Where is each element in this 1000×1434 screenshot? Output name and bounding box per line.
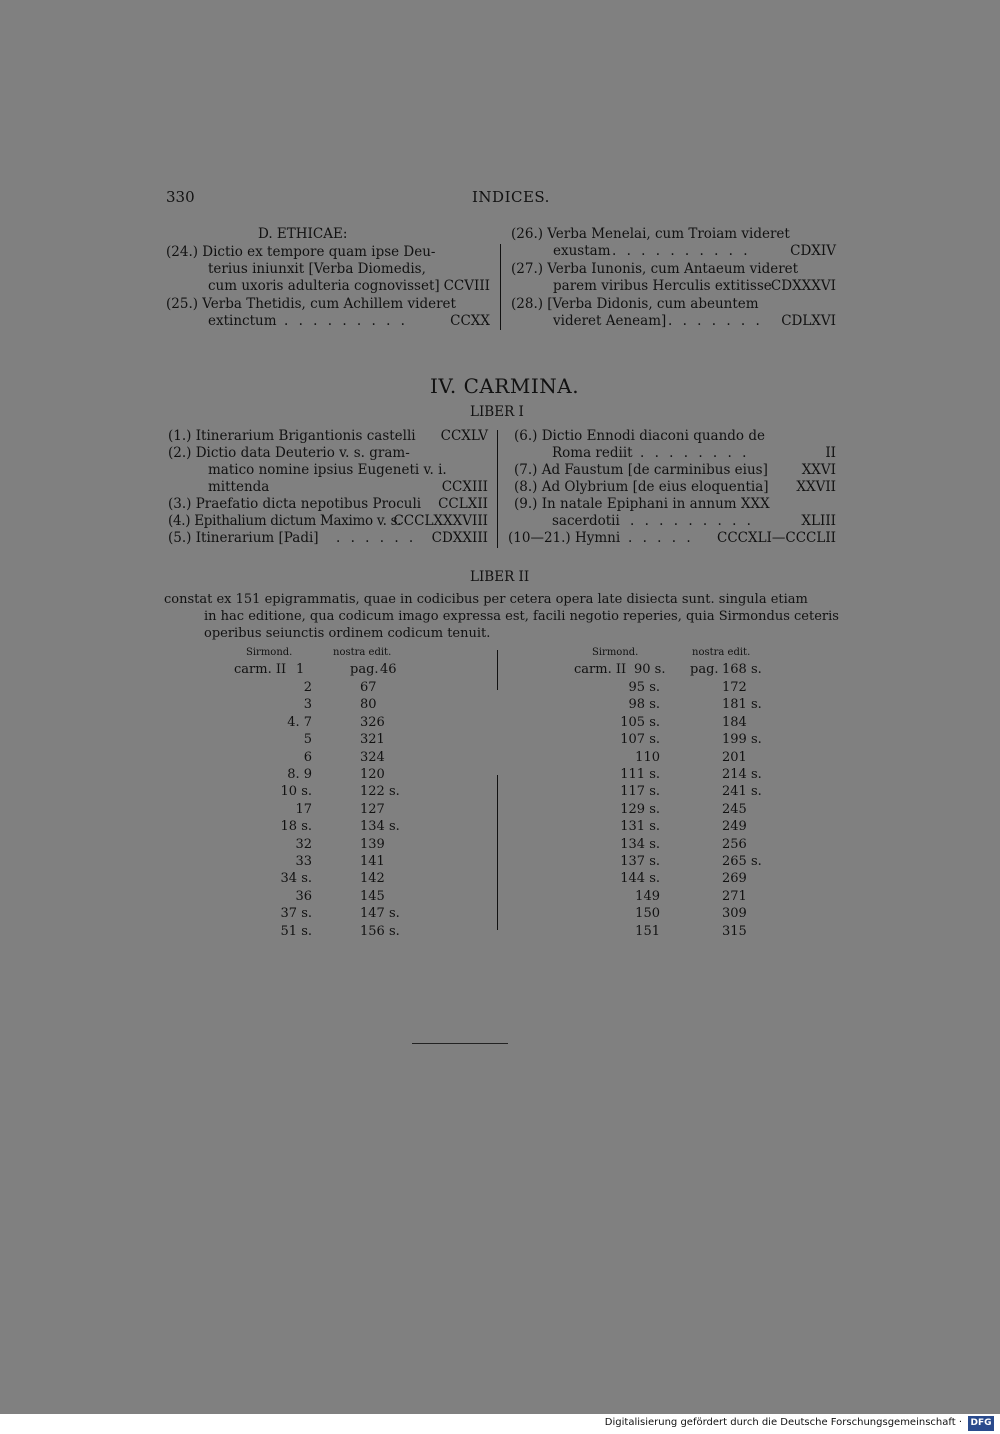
left-sirmond-cell: 6 bbox=[303, 749, 312, 765]
right-sirmond-cell: 149 bbox=[635, 888, 660, 904]
liber1-right-item-6-leader: . . . . . . . . bbox=[640, 445, 750, 461]
right-sirmond-cell: 131 s. bbox=[620, 819, 660, 835]
left-nostra-cell: 134 s. bbox=[360, 819, 400, 835]
right-first-nostra-prefix: pag. bbox=[690, 662, 719, 677]
right-first-nostra: 168 s. bbox=[722, 662, 762, 677]
liber1-left-item-4-page: CCCLXXXVIII bbox=[393, 513, 488, 529]
left-sirmond-cell: 2 bbox=[303, 680, 312, 695]
liber2-intro-line2: in hac editione, qua codicum imago expressa est, facili negotio reperies, quia Sirmondus ceteris bbox=[204, 609, 839, 624]
right-nostra-cell: 214 s. bbox=[722, 767, 762, 782]
ethicae-entry-28-page: CDLXVI bbox=[781, 313, 836, 329]
liber1-right-item-7-page: XXVI bbox=[801, 462, 836, 478]
liber1-left-item-3: (3.) Praefatio dicta nepotibus Proculi bbox=[168, 496, 422, 512]
carmina-title: IV. CARMINA. bbox=[430, 374, 580, 398]
left-nostra-cell: 80 bbox=[360, 697, 377, 713]
liber1-left-item-2-cont: matico nomine ipsius Eugeneti v. i. bbox=[208, 462, 447, 478]
left-sirmond-cell: 5 bbox=[303, 732, 312, 748]
right-nostra-cell: 241 s. bbox=[722, 784, 762, 800]
liber1-right-item-9-leader: . . . . . . . . . bbox=[630, 513, 754, 529]
liber2-intro-line3: operibus seiunctis ordinem codicum tenuit. bbox=[204, 626, 491, 641]
left-sirmond-cell: 33 bbox=[295, 854, 312, 869]
digitization-footer bbox=[0, 1414, 1000, 1434]
left-nostra-cell: 120 bbox=[360, 767, 385, 782]
liber1-left-item-5: (5.) Itinerarium [Padi] bbox=[168, 530, 319, 546]
left-nostra-cell: 142 bbox=[360, 871, 385, 887]
left-nostra-cell: 326 bbox=[360, 714, 385, 730]
left-nostra-cell: 321 bbox=[360, 732, 385, 748]
ethicae-heading: D. ETHICAE: bbox=[258, 226, 348, 242]
liber1-right-item-7: (7.) Ad Faustum [de carminibus eius] bbox=[514, 462, 768, 478]
left-sirmond-cell: 37 s. bbox=[280, 906, 312, 922]
liber1-left-item-5-page: CDXXIII bbox=[431, 530, 488, 546]
left-first-sirmond: 1 bbox=[296, 662, 305, 677]
right-nostra-cell: 245 bbox=[722, 801, 747, 817]
left-first-sirmond-prefix: carm. II bbox=[234, 662, 287, 677]
ethicae-entry-25-line2: extinctum bbox=[208, 313, 277, 329]
right-sirmond-cell: 98 s. bbox=[628, 697, 660, 713]
dfg-logo: DFG bbox=[968, 1416, 994, 1431]
right-sirmond-cell: 111 s. bbox=[620, 767, 660, 782]
left-nostra-cell: 147 s. bbox=[360, 906, 400, 922]
left-sirmond-cell: 17 bbox=[295, 801, 312, 817]
left-sirmond-cell: 10 s. bbox=[280, 784, 312, 800]
left-nostra-cell: 324 bbox=[360, 749, 385, 765]
ethicae-entry-27-line1: (27.) Verba Iunonis, cum Antaeum videret bbox=[511, 261, 799, 277]
ethicae-entry-25-line1: (25.) Verba Thetidis, cum Achillem videret bbox=[166, 296, 456, 312]
right-first-sirmond: 90 s. bbox=[634, 662, 666, 677]
liber1-right-item-9-cont: sacerdotii bbox=[552, 513, 620, 529]
right-sirmond-cell: 150 bbox=[635, 906, 660, 922]
right-sirmond-header: Sirmond. bbox=[592, 647, 639, 658]
ethicae-entry-26-line2: exustam bbox=[553, 243, 611, 259]
page-number: 330 bbox=[166, 188, 195, 206]
liber1-left-item-2-end: mittenda bbox=[208, 479, 270, 495]
liber1-left-item-2: (2.) Dictio data Deuterio v. s. gram- bbox=[168, 445, 410, 461]
right-nostra-cell: 265 s. bbox=[722, 854, 762, 869]
ethicae-entry-26-line1: (26.) Verba Menelai, cum Troiam videret bbox=[511, 226, 790, 242]
ethicae-entry-24-page: CCVIII bbox=[443, 278, 490, 294]
left-nostra-cell: 145 bbox=[360, 888, 385, 904]
left-nostra-cell: 156 s. bbox=[360, 923, 400, 939]
right-nostra-cell: 184 bbox=[722, 714, 747, 730]
right-nostra-cell: 269 bbox=[722, 871, 747, 887]
left-sirmond-cell: 4. 7 bbox=[287, 714, 312, 730]
ethicae-entry-24-line2: terius iniunxit [Verba Diomedis, bbox=[208, 261, 426, 277]
right-nostra-cell: 309 bbox=[722, 906, 747, 922]
right-nostra-cell: 271 bbox=[722, 888, 747, 904]
closing-rule bbox=[412, 1043, 508, 1044]
right-sirmond-cell: 134 s. bbox=[620, 836, 660, 852]
liber1-left-item-4: (4.) Epithalium dictum Maximo v. s. bbox=[168, 513, 402, 529]
left-nostra-cell: 127 bbox=[360, 801, 385, 817]
right-sirmond-cell: 144 s. bbox=[620, 871, 660, 887]
liber1-right-item-6-cont: Roma rediit bbox=[552, 445, 633, 461]
right-sirmond-cell: 105 s. bbox=[620, 714, 660, 730]
left-nostra-cell: 67 bbox=[360, 680, 377, 695]
ethicae-entry-26-page: CDXIV bbox=[790, 243, 836, 259]
left-first-nostra-prefix: pag. bbox=[350, 662, 379, 677]
right-nostra-header: nostra edit. bbox=[692, 647, 751, 658]
liber1-right-item-10-21-leader: . . . . . bbox=[628, 530, 694, 546]
right-sirmond-cell: 137 s. bbox=[620, 854, 660, 869]
right-sirmond-cell: 107 s. bbox=[620, 732, 660, 748]
right-sirmond-cell: 129 s. bbox=[620, 801, 660, 817]
left-sirmond-cell: 36 bbox=[295, 888, 312, 904]
ethicae-entry-28-leader: . . . . . . . bbox=[668, 313, 763, 329]
right-nostra-cell: 256 bbox=[722, 836, 747, 852]
right-first-sirmond-prefix: carm. II bbox=[574, 662, 627, 677]
left-sirmond-cell: 8. 9 bbox=[287, 767, 312, 782]
liber1-right-item-10-21-page: CCCXLI—CCCLII bbox=[716, 530, 836, 546]
ethicae-entry-27-page: CDXXXVI bbox=[770, 278, 836, 294]
liber1-heading: LIBER I bbox=[470, 404, 524, 420]
footer-text: Digitalisierung gefördert durch die Deutsche Forschungsgemeinschaft · bbox=[604, 1417, 962, 1428]
right-sirmond-cell: 117 s. bbox=[620, 784, 660, 800]
liber1-right-item-9-page: XLIII bbox=[801, 513, 836, 529]
liber1-column-divider bbox=[497, 430, 498, 548]
liber2-intro-line1: constat ex 151 epigrammatis, quae in codicibus per cetera opera late disiecta sunt. singula etiam bbox=[164, 592, 808, 607]
ethicae-column-divider bbox=[500, 244, 501, 330]
left-nostra-cell: 139 bbox=[360, 836, 385, 852]
liber1-left-item-5-leader: . . . . . . bbox=[336, 530, 417, 546]
liber1-right-item-10-21: (10—21.) Hymni bbox=[508, 530, 621, 546]
right-nostra-cell: 249 bbox=[722, 819, 747, 835]
ethicae-entry-24-line3: cum uxoris adulteria cognovisset] bbox=[208, 278, 440, 294]
ethicae-entry-24-line1: (24.) Dictio ex tempore quam ipse Deu- bbox=[166, 244, 436, 260]
liber1-right-item-8: (8.) Ad Olybrium [de eius eloquentia] bbox=[514, 479, 769, 495]
concordance-divider bbox=[497, 650, 498, 690]
left-nostra-cell: 141 bbox=[360, 854, 385, 869]
ethicae-entry-25-leader: . . . . . . . . . bbox=[284, 313, 408, 329]
liber1-left-item-1: (1.) Itinerarium Brigantionis castelli bbox=[168, 428, 416, 444]
left-sirmond-cell: 3 bbox=[303, 697, 312, 713]
liber1-left-item-1-page: CCXLV bbox=[440, 428, 488, 444]
right-sirmond-cell: 110 bbox=[635, 749, 660, 765]
liber1-right-item-6: (6.) Dictio Ennodi diaconi quando de bbox=[514, 428, 765, 444]
ethicae-entry-26-leader: . . . . . . . . . . bbox=[612, 243, 751, 259]
left-sirmond-cell: 34 s. bbox=[280, 871, 312, 887]
left-sirmond-cell: 18 s. bbox=[280, 819, 312, 835]
ethicae-entry-27-line2: parem viribus Herculis extitisse bbox=[553, 278, 772, 294]
liber2-heading: LIBER II bbox=[470, 569, 530, 585]
left-sirmond-cell: 51 s. bbox=[280, 923, 312, 939]
right-nostra-cell: 172 bbox=[722, 680, 747, 695]
left-nostra-header: nostra edit. bbox=[333, 647, 392, 658]
right-nostra-cell: 181 s. bbox=[722, 697, 762, 713]
right-nostra-cell: 315 bbox=[722, 923, 747, 939]
right-sirmond-cell: 95 s. bbox=[628, 680, 660, 695]
left-nostra-cell: 122 s. bbox=[360, 784, 400, 800]
right-nostra-cell: 199 s. bbox=[722, 732, 762, 748]
running-title: INDICES. bbox=[472, 188, 550, 206]
ethicae-entry-28-line1: (28.) [Verba Didonis, cum abeuntem bbox=[511, 296, 759, 312]
liber1-left-item-2-page: CCXIII bbox=[441, 479, 488, 495]
concordance-divider-lower bbox=[497, 775, 498, 930]
left-sirmond-cell: 32 bbox=[295, 836, 312, 852]
right-sirmond-cell: 151 bbox=[635, 923, 660, 939]
left-sirmond-header: Sirmond. bbox=[246, 647, 293, 658]
liber1-right-item-8-page: XXVII bbox=[796, 479, 836, 495]
liber1-left-item-3-page: CCLXII bbox=[438, 496, 488, 512]
left-first-nostra: 46 bbox=[380, 662, 397, 677]
liber1-right-item-9: (9.) In natale Epiphani in annum XXX bbox=[514, 496, 770, 512]
ethicae-entry-25-page: CCXX bbox=[450, 313, 490, 329]
right-nostra-cell: 201 bbox=[722, 749, 747, 765]
ethicae-entry-28-line2: videret Aeneam] bbox=[553, 313, 667, 329]
liber1-right-item-6-page: II bbox=[825, 445, 836, 461]
